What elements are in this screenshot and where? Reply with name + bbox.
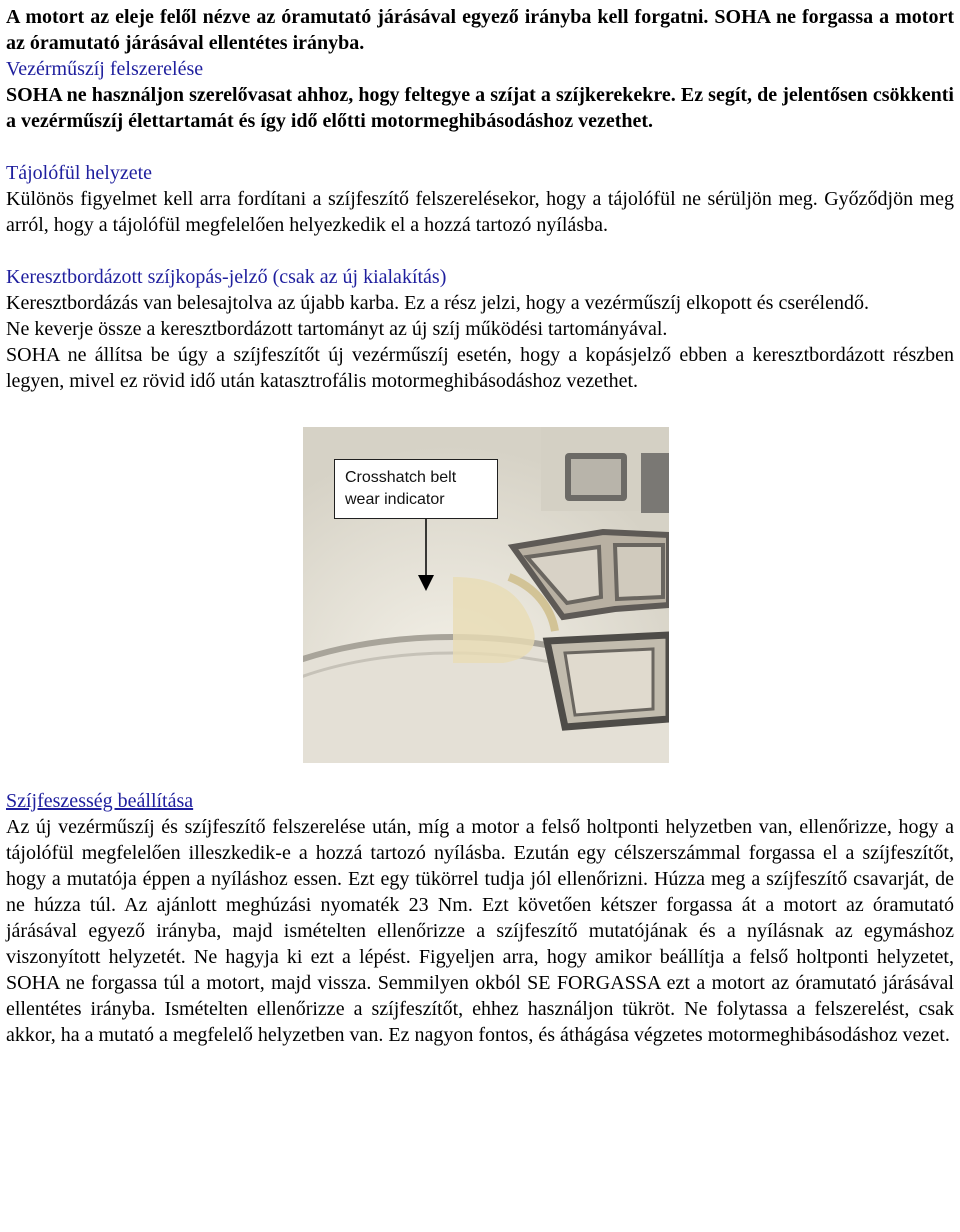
section-heading-wear-indicator: Keresztbordázott szíjkopás-jelző (csak az új kialakítás) (6, 266, 447, 288)
section-heading-tab-position: Tájolófül helyzete (6, 162, 153, 184)
wear-indicator-paragraph-3: SOHA ne állítsa be úgy a szíjfeszítőt új vezérműszíj esetén, hogy a kopásjelző ebben a keresztbordázott részben legyen, mivel ez rövid idő után katasztrofális motormeghibásodáshoz vezethet. (6, 344, 954, 392)
spacer (6, 134, 954, 160)
callout-line-2: wear indicator (345, 491, 445, 508)
wear-indicator-paragraph-1: Keresztbordázás van belesajtolva az újabb karba. Ez a rész jelzi, hogy a vezérműszíj elkopott és cserélendő. (6, 292, 869, 314)
belt-tension-paragraph: Az új vezérműszíj és szíjfeszítő felszerelése után, míg a motor a felső holtponti helyzetben van, ellenőrizze, hogy a tájolófül megfelelően illeszkedik-e a hozzá tartozó nyílásba. Ezután egy célszerszámmal forgassa el a szíjfeszítőt, hogy a mutatója éppen a nyíláshoz essen. Ezt egy tükörrel tudja jól ellenőrizni. Húzza meg a szíjfeszítő csavarját, de ne húzza túl. Az ajánlott meghúzási nyomaték 23 Nm. Ezt követően kétszer forgassa át a motort az óramutató járásával egyező irányba, majd ismételten ellenőrizze a szíjfeszítő mutatójának és a nyílásnak az egymáshoz viszonyított helyzetét. Ne hagyja ki ezt a lépést. Figyeljen arra, hogy amikor beállítja a felső holtponti helyzetet, SOHA ne forgassa túl a motort, majd vissza. Semmilyen okból SE FORGASSA ezt a motort az óramutató járásával ellentétes irányba. Ismételten ellenőrizze a szíjfeszítőt, ehhez használjon tükröt. Ne folytassa a felszerelést, csak akkor, ha a mutató a megfelelő helyzetben van. Ez nagyon fontos, és áthágása végzetes motormeghibásodáshoz vezet. (6, 816, 954, 1046)
wear-indicator-paragraph-2: Ne keverje össze a keresztbordázott tartományt az új szíj működési tartományával. (6, 318, 668, 340)
tab-position-paragraph: Különös figyelmet kell arra fordítani a szíjfeszítő felszerelésekor, hogy a tájolófül ne sérüljön meg. Győződjön meg arról, hogy a tájolófül megfelelően helyezkedik el a hozzá tartozó nyílásba. (6, 188, 954, 236)
intro-warning: A motort az eleje felől nézve az óramutató járásával egyező irányba kell forgatni. SOHA ne forgassa a motort az óramutató járásával ellentétes irányba. (6, 6, 954, 54)
section-heading-belt-tension: Szíjfeszesség beállítása (6, 790, 194, 812)
callout-line-1: Crosshatch belt (345, 469, 457, 486)
section-heading-belt-install: Vezérműszíj felszerelése (6, 58, 204, 80)
callout-label (334, 459, 498, 519)
spacer (6, 394, 954, 420)
tensioner-photo (303, 427, 669, 763)
belt-install-warning: SOHA ne használjon szerelővasat ahhoz, hogy feltegye a szíjat a szíjkerekekre. Ez segít, de jelentősen csökkenti a vezérműszíj élettartamát és így idő előtti motormeghibásodáshoz vezethet. (6, 84, 954, 132)
spacer (6, 238, 954, 264)
figure-container (6, 420, 960, 780)
